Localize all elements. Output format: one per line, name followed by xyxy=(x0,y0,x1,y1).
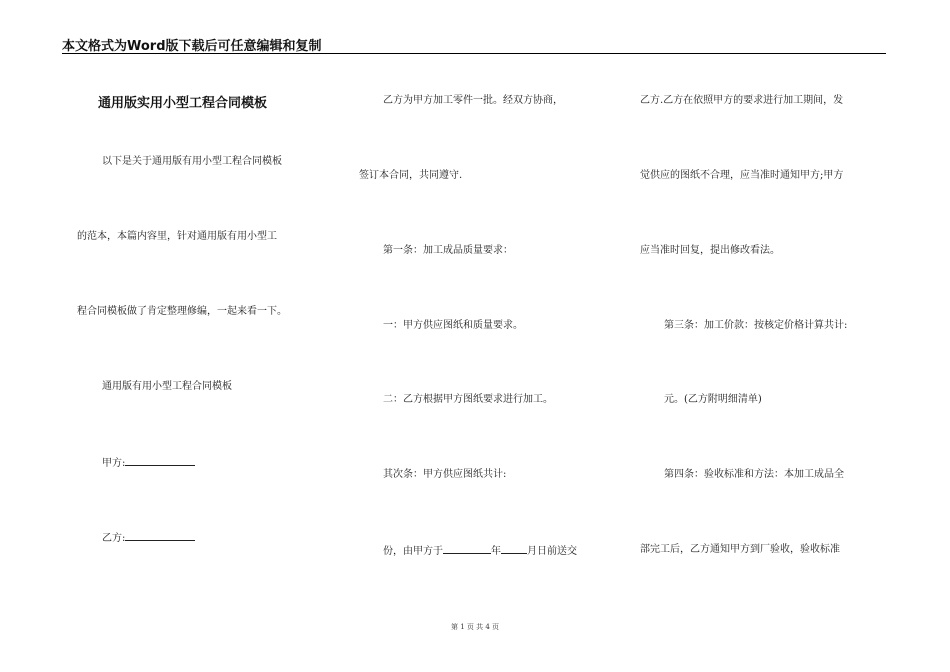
party-a-blank xyxy=(125,455,195,466)
party-b-blank xyxy=(125,530,195,541)
party-a-label: 甲方: xyxy=(102,458,126,469)
col2-line-7 xyxy=(383,543,577,559)
col2-line-7-part-a: 份，由甲方于 xyxy=(383,546,443,557)
date-blank-1 xyxy=(443,543,491,554)
document-header xyxy=(62,33,886,54)
col2-line-2: 签订本合同，共同遵守. xyxy=(359,170,463,181)
col2-line-7-part-c: 月日前送交 xyxy=(527,546,577,557)
col2-line-5: 二：乙方根据甲方图纸要求进行加工。 xyxy=(383,394,553,405)
col3-line-6: 第四条：验收标准和方法：本加工成品全 xyxy=(664,469,844,480)
col3-line-3: 应当准时回复，提出修改看法。 xyxy=(640,245,780,256)
col2-line-1: 乙方为甲方加工零件一批。经双方协商， xyxy=(383,95,563,106)
document-title: 通用版实用小型工程合同模板 xyxy=(98,96,268,111)
subtitle: 通用版有用小型工程合同模板 xyxy=(102,381,232,392)
col3-line-1: 乙方.乙方在依照甲方的要求进行加工期间，发 xyxy=(640,95,844,106)
col2-line-6: 其次条：甲方供应图纸共计: xyxy=(383,469,507,480)
col3-line-2: 觉供应的图纸不合理，应当准时通知甲方;甲方 xyxy=(640,170,844,181)
intro-line-2: 的范本，本篇内容里，针对通用版有用小型工 xyxy=(77,231,277,242)
col2-line-7-part-b: 年 xyxy=(491,546,501,557)
date-blank-2 xyxy=(501,543,527,554)
col3-line-5: 元。(乙方附明细清单) xyxy=(664,394,762,405)
header-title: 本文格式为Word版下载后可任意编辑和复制 xyxy=(62,39,322,54)
col2-line-4: 一：甲方供应图纸和质量要求。 xyxy=(383,320,523,331)
intro-line-3: 程合同模板做了肯定整理修编，一起来看一下。 xyxy=(77,306,287,317)
col2-line-3: 第一条：加工成品质量要求： xyxy=(383,245,513,256)
page-footer: 第 1 页 共 4 页 xyxy=(450,623,500,631)
party-a-line xyxy=(102,455,195,471)
col3-line-4: 第三条：加工价款：按核定价格计算共计: xyxy=(664,320,848,331)
intro-line-1: 以下是关于通用版有用小型工程合同模板 xyxy=(102,156,282,167)
col3-line-7: 部完工后，乙方通知甲方到厂验收，验收标准 xyxy=(640,544,840,555)
party-b-line xyxy=(102,530,195,546)
party-b-label: 乙方: xyxy=(102,533,126,544)
